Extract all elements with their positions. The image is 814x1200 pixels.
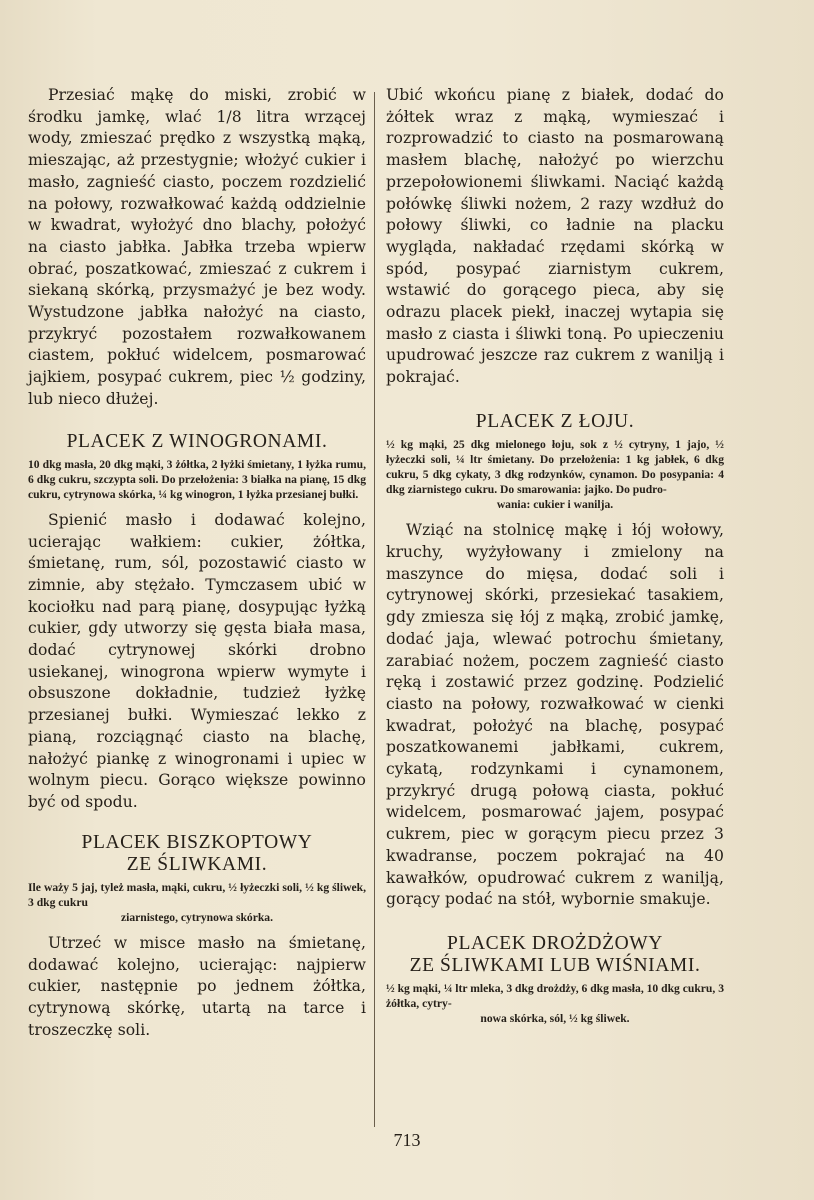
continuation-paragraph: Ubić wkońcu pianę z białek, dodać do żółtek wraz z mąką, wymieszać i rozprowadzić to ciasto na posmarowaną masłem blachę, nałożyć po wierzchu przepołowionemi śliwkami. Naciąć każdą połówkę śliwki nożem, 2 razy wzdłuż do połowy śliwki, co ładnie na placku wygląda, nakładać rzędami skórką w spód, posypać ziarnistym cukrem, wstawić do gorącego pieca, aby się odrazu placek piekł, inaczej wytapia się masło z ciasta i śliwki toną. Po upieczeniu upudrować jeszcze raz cukrem z wanilją i pokrajać. xyxy=(386,86,724,387)
ingredients-drozdzowy-last: nowa skórka, sól, ½ kg śliwek. xyxy=(480,1012,630,1026)
recipe-title-drozdzowy-line1: PLACEK DROŻDŻOWY xyxy=(447,932,663,954)
method-biszkoptowy: Utrzeć w misce masło na śmietanę, dodawać kolejno, ucierając: najpierw cukier, następnie po jednem żółtka, cytrynową skórkę, utartą na tarce i troszeczkę soli. xyxy=(28,933,366,1039)
recipe-title-loj: PLACEK Z ŁOJU. xyxy=(475,410,635,432)
ingredients-biszkoptowy xyxy=(28,880,366,925)
ingredients-drozdzowy xyxy=(386,981,724,1026)
recipe-title-biszkoptowy-line1: PLACEK BISZKOPTOWY xyxy=(81,831,313,853)
method-winogrona: Spienić masło i dodawać kolejno, ucierając wałkiem: cukier, żółtka, śmietanę, rum, sól, pozostawić ciasto w zimnie, aby stężało. Tymczasem ubić w kociołku nad parą pianę, dosypując łyżką cukier, gdy utworzy się gęsta biała masa, dodać cytrynowej skórki drobno usiekanej, winogrona wpierw wymyte i obsuszone dokładnie, tudzież łyżkę przesianej bułki. Wymieszać lekko z pianą, rozciągnąć ciasto na blachę, nałożyć piankę z winogronami i upiec w wolnym piecu. Gorąco większe powinno być od spodu. xyxy=(28,510,366,811)
recipe-title-biszkoptowy xyxy=(28,832,366,876)
intro-paragraph: Przesiać mąkę do miski, zrobić w środku jamkę, wlać 1/8 litra wrzącej wody, zmieszać prędko z wszystką mąką, mieszając, aż przestygnie; włożyć cukier i masło, zagnieść ciasto, poczem rozdzielić na połowy, rozwałkować każdą oddzielnie w kwadrat, wyłożyć dno blachy, położyć na ciasto jabłka. Jabłka trzeba wpierw obrać, poszatkować, zmieszać z cukrem i siekaną skórką, przysmażyć je bez wody. Wystudzone jabłka nałożyć na ciasto, przykryć pozostałem rozwałkowanem ciastem, pokłuć widelcem, posmarować jajkiem, posypać cukrem, piec ½ godziny, lub nieco dłużej. xyxy=(28,86,366,408)
page-number: 713 xyxy=(393,1130,421,1150)
ingredients-biszkoptowy-last: ziarnistego, cytrynowa skórka. xyxy=(121,910,273,924)
ingredients-loj-main: ½ kg mąki, 25 dkg mielonego łoju, sok z ½ cytryny, 1 jajo, ½ łyżeczki soli, ¼ ltr śmietany. Do przełożenia: 1 kg jabłek, 6 dkg cukru, 5 dkg cykaty, 3 dkg rodzynków, cynamon. Do posypania: 4 dkg ziarnistego cukru. Do smarowania: jajko. Do pudro- xyxy=(386,437,724,497)
left-column xyxy=(28,85,366,1041)
column-divider xyxy=(374,92,375,1127)
recipe-title-drozdzowy-line2: ZE ŚLIWKAMI LUB WIŚNIAMI. xyxy=(409,954,701,976)
recipe-title-biszkoptowy-line2: ZE ŚLIWKAMI. xyxy=(126,853,268,875)
right-column xyxy=(386,85,724,1034)
recipe-title-drozdzowy xyxy=(386,933,724,977)
recipe-title-winogrona: PLACEK Z WINOGRONAMI. xyxy=(66,430,328,452)
ingredients-loj-last: wania: cukier i wanilja. xyxy=(496,498,614,512)
method-loj: Wziąć na stolnicę mąkę i łój wołowy, kruchy, wyżyłowany i zmielony na maszynce do mięsa, dodać soli i cytrynowej skórki, przesiekać tasakiem, gdy zmiesza się łój z mąką, zrobić jamkę, dodać jaja, wlewać potrochu śmietany, zarabiać nożem, poczem zagnieść ciasto ręką i zostawić przez godzinę. Podzielić ciasto na połowy, rozwałkować w cienki kwadrat, położyć na blachę, posypać poszatkowanemi jabłkami, cukrem, cykatą, rodzynkami i cynamonem, przykryć drugą połową ciasta, pokłuć widelcem, posmarować jajem, posypać cukrem, piec w gorącym piecu przez 3 kwadranse, poczem pokrajać na 40 kawałków, opudrować cukrem z wanilją, gorący podać na stół, wybornie smakuje. xyxy=(386,521,724,909)
ingredients-drozdzowy-main: ½ kg mąki, ¼ ltr mleka, 3 dkg drożdży, 6 dkg masła, 10 dkg cukru, 3 żółtka, cytry- xyxy=(386,981,724,1011)
ingredients-winogrona: 10 dkg masła, 20 dkg mąki, 3 żółtka, 2 łyżki śmietany, 1 łyżka rumu, 6 dkg cukru, szczypta soli. Do przełożenia: 3 białka na pianę, 15 dkg cukru, cytrynowa skórka, ¼ kg winogron, 1 łyżka przesianej bułki. xyxy=(28,457,366,501)
ingredients-loj xyxy=(386,437,724,512)
ingredients-biszkoptowy-main: Ile waży 5 jaj, tyleż masła, mąki, cukru, ½ łyżeczki soli, ½ kg śliwek, 3 dkg cukru xyxy=(28,880,366,909)
